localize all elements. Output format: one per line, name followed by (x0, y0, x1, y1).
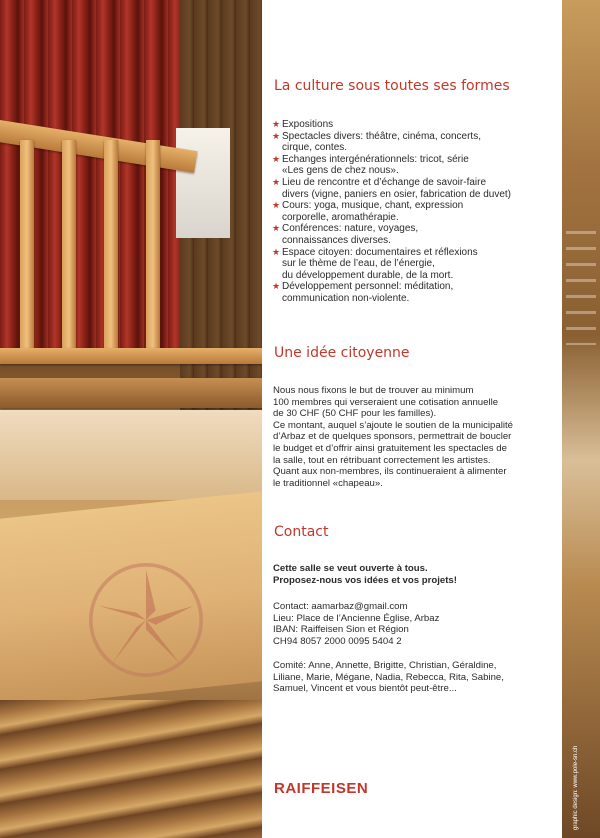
railing-bottom (0, 348, 262, 364)
list-item: ★ Expositions (272, 119, 334, 130)
star-bullet-icon: ★ (272, 130, 281, 141)
railing-post (104, 140, 118, 350)
list-item: ★ Développement personnel: méditation, communication non-violente. (272, 281, 454, 304)
star-bullet-icon: ★ (272, 223, 281, 234)
railing-post (146, 140, 160, 350)
background-photo-right (562, 0, 600, 838)
committee-list: Comité: Anne, Annette, Brigitte, Christian, Géraldine, Liliane, Marie, Mégane, Nadia, Rebecca, Rita, Sabine, Samuel, Vincent et vous bientôt peut-être... (273, 660, 504, 695)
contact-details: Contact: aamarbaz@gmail.com Lieu: Place de l’Ancienne Église, Arbaz IBAN: Raiffeisen Sion et Région CH94 8057 2000 0095 5404 2 (273, 601, 440, 647)
star-logo-icon (86, 560, 206, 680)
list-item: ★ Conférences: nature, voyages, connaissances diverses. (272, 223, 419, 246)
bench-seat (0, 700, 262, 838)
contact-lead: Cette salle se veut ouverte à tous. Proposez-nous vos idées et vos projets! (273, 563, 457, 586)
railing-post (62, 140, 76, 350)
star-bullet-icon: ★ (272, 246, 281, 257)
list-item: ★ Echanges intergénérationnels: tricot, série «Les gens de chez nous». (272, 153, 469, 177)
star-bullet-icon: ★ (272, 176, 281, 187)
star-bullet-icon: ★ (272, 153, 281, 164)
star-bullet-icon: ★ (272, 281, 281, 292)
text-panel (262, 0, 562, 838)
stage-edge (0, 378, 262, 408)
list-item: ★ Spectacles divers: théâtre, cinéma, concerts, cirque, contes. (272, 130, 481, 154)
list-item: ★ Cours: yoga, musique, chant, expression corporelle, aromathérapie. (272, 200, 464, 223)
citoyenne-paragraph: Nous nous fixons le but de trouver au minimum 100 membres qui verseraient une cotisation annuelle de 30 CHF (50 CHF pour les familles). Ce montant, auquel s’ajoute le soutien de la municipalité d’Arbaz et de quelques sponsors, permettrait de boucler le budget et d’offrir ainsi gratuitement les spectacles de la salle, tout en rétribuant correctement les artistes. Quant aux non-membres, ils continueraient à alimenter le traditionnel «chapeau». (273, 385, 513, 489)
background-photo-left (0, 0, 262, 838)
doorway (176, 128, 230, 238)
culture-list (272, 119, 557, 305)
list-item: ★ Lieu de rencontre et d’échange de savoir-faire divers (vigne, paniers en osier, fabrication de duvet) (272, 176, 512, 200)
raiffeisen-logo: RAIFFEISEN (274, 780, 369, 797)
star-bullet-icon: ★ (272, 119, 281, 129)
section-title-citoyenne: Une idée citoyenne (274, 345, 410, 361)
railing-post (20, 140, 34, 350)
design-credit: graphic design: www.pole-sn.ch (573, 745, 579, 830)
star-bullet-icon: ★ (272, 200, 281, 211)
list-item: ★ Espace citoyen: documentaires et réflexions sur le thème de l’eau, de l’énergie, du développement durable, de la mort. (272, 246, 478, 281)
section-title-culture: La culture sous toutes ses formes (274, 78, 510, 94)
bench-backrest (0, 410, 262, 500)
section-title-contact: Contact (274, 524, 329, 540)
blurred-poster (566, 225, 596, 345)
